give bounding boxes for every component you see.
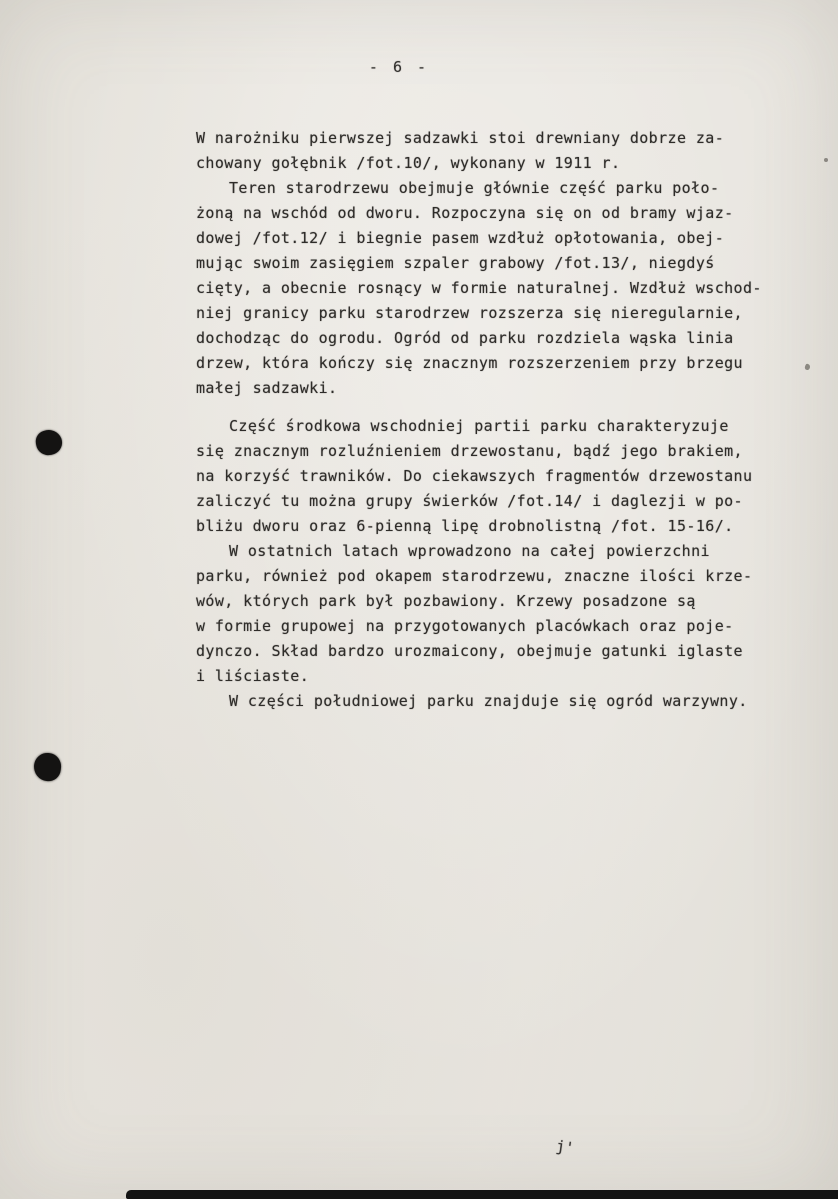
text-line: dowej /fot.12/ i biegnie pasem wzdłuż opłotowania, obej-	[196, 229, 725, 247]
text-line: na korzyść trawników. Do ciekawszych fragmentów drzewostanu	[196, 467, 753, 485]
text-line: parku, również pod okapem starodrzewu, znaczne ilości krze-	[196, 567, 753, 585]
document-body	[196, 126, 806, 714]
text-line: żoną na wschód od dworu. Rozpoczyna się on od bramy wjaz-	[196, 204, 734, 222]
page-number: - 6 -	[368, 58, 430, 76]
text-line: bliżu dworu oraz 6-pienną lipę drobnolistną /fot. 15-16/.	[196, 517, 734, 535]
punch-hole-top	[34, 428, 64, 457]
text-line: mując swoim zasięgiem szpaler grabowy /fot.13/, niegdyś	[196, 254, 715, 272]
text-line: Teren starodrzewu obejmuje głównie część parku poło-	[229, 179, 720, 197]
text-line: W części południowej parku znajduje się ogród warzywny.	[229, 692, 748, 710]
text-line: niej granicy parku starodrzew rozszerza się nieregularnie,	[196, 304, 743, 322]
text-line: drzew, która kończy się znacznym rozszerzeniem przy brzegu	[196, 354, 743, 372]
scan-speck	[804, 363, 811, 370]
paragraph	[196, 539, 806, 689]
text-line: w formie grupowej na przygotowanych placówkach oraz poje-	[196, 617, 734, 635]
text-line: chowany gołębnik /fot.10/, wykonany w 1911 r.	[196, 154, 621, 172]
text-line: wów, których park był pozbawiony. Krzewy posadzone są	[196, 592, 696, 610]
text-line: się znacznym rozluźnieniem drzewostanu, bądź jego brakiem,	[196, 442, 743, 460]
text-line: cięty, a obecnie rosnący w formie naturalnej. Wzdłuż wschod-	[196, 279, 762, 297]
text-line: W narożniku pierwszej sadzawki stoi drewniany dobrze za-	[196, 129, 725, 147]
text-line: dochodząc do ogrodu. Ogród od parku rozdziela wąska linia	[196, 329, 734, 347]
paragraph	[196, 414, 806, 539]
text-line: i liściaste.	[196, 667, 310, 685]
paragraph	[196, 126, 806, 176]
punch-hole-bottom	[33, 752, 63, 783]
scan-speck	[824, 158, 828, 162]
scanner-edge-bar	[126, 1190, 838, 1199]
paragraph	[196, 689, 806, 714]
text-line: dynczo. Skład bardzo urozmaicony, obejmuje gatunki iglaste	[196, 642, 743, 660]
text-line: W ostatnich latach wprowadzono na całej powierzchni	[229, 542, 710, 560]
text-line: zaliczyć tu można grupy świerków /fot.14/ i daglezji w po-	[196, 492, 743, 510]
text-line: Część środkowa wschodniej partii parku charakteryzuje	[229, 417, 729, 435]
paragraph	[196, 176, 806, 401]
text-line: małej sadzawki.	[196, 379, 338, 397]
scan-artifact-mark: j'	[554, 1136, 576, 1158]
